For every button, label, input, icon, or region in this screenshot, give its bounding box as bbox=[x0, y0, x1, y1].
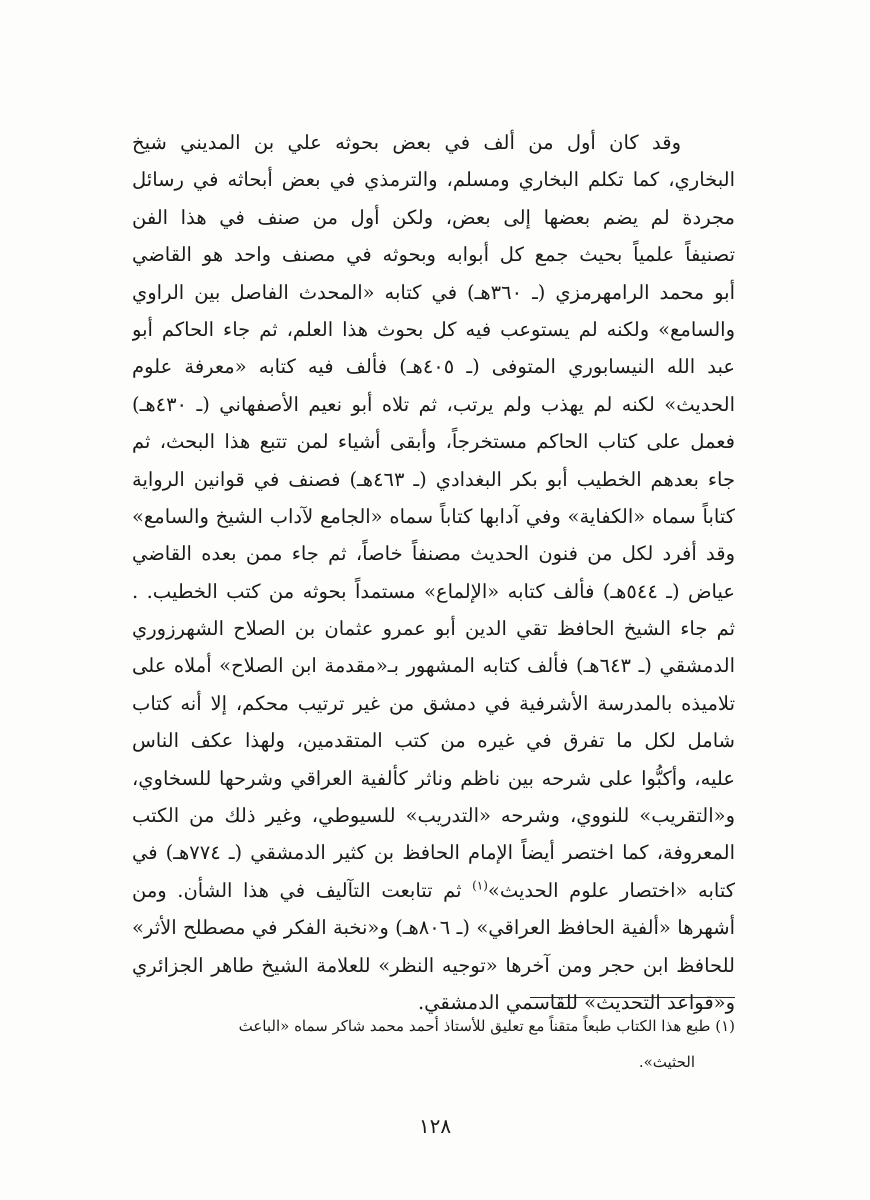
text-line: أشهرها «ألفية الحافظ العراقي» (ـ ٨٠٦هـ) و«نخبة الفكر في مصطلح الأثر» bbox=[132, 916, 735, 940]
text-line: تلاميذه بالمدرسة الأشرفية في دمشق من غير ترتيب محكم، إلا أنه كتاب bbox=[132, 691, 735, 715]
text-line: كتاباً سماه «الكفاية» وفي آدابها كتاباً سماه «الجامع لآداب الشيخ والسامع» bbox=[132, 504, 735, 528]
text-line: عليه، وأكبُّوا على شرحه بين ناظم وناثر كألفية العراقي وشرحها للسخاوي، bbox=[132, 766, 735, 790]
text-line: جاء بعدهم الخطيب أبو بكر البغدادي (ـ ٤٦٣هـ) فصنف في قوانين الرواية bbox=[132, 467, 735, 491]
text-line: المعروفة، كما اختصر أيضاً الإمام الحافظ بن كثير الدمشقي (ـ ٧٧٤هـ) في bbox=[132, 841, 735, 865]
footnote-divider bbox=[530, 997, 735, 998]
footnote-reference[interactable]: (١) bbox=[472, 878, 488, 893]
text-line: مجردة لم يضم بعضها إلى بعض، ولكن أول من صنف في هذا الفن bbox=[132, 205, 735, 229]
text-line: فعمل على كتاب الحاكم مستخرجاً، وأبقى أشياء لمن تتبع هذا البحث، ثم bbox=[132, 430, 735, 454]
text-line: البخاري، كما تكلم البخاري ومسلم، والترمذي في بعض أبحاثه في رسائل bbox=[132, 168, 735, 192]
text-line bbox=[132, 872, 735, 909]
footnote-line: الحثيث». bbox=[638, 1053, 695, 1071]
text-line: والسامع» ولكنه لم يستوعب فيه كل بحوث هذا العلم، ثم جاء الحاكم أبو bbox=[132, 317, 735, 341]
text-line: الدمشقي (ـ ٦٤٣هـ) فألف كتابه المشهور بـ«مقدمة ابن الصلاح» أملاه على bbox=[132, 654, 735, 678]
text-line: الحديث» لكنه لم يهذب ولم يرتب، ثم تلاه أبو نعيم الأصفهاني (ـ ٤٣٠هـ) bbox=[132, 392, 735, 416]
main-text bbox=[132, 124, 735, 1021]
text-line: عبد الله النيسابوري المتوفى (ـ ٤٠٥هـ) فألف فيه كتابه «معرفة علوم bbox=[132, 355, 735, 379]
text-line: أبو محمد الرامهرمزي (ـ ٣٦٠هـ) في كتابه «المحدث الفاصل بين الراوي bbox=[132, 280, 735, 304]
text-line: وقد أفرد لكل من فنون الحديث مصنفاً خاصاً، ثم جاء ممن بعده القاضي bbox=[132, 542, 735, 566]
text-line: شامل لكل ما تفرق في غيره من كتب المتقدمين، ولهذا عكف الناس bbox=[132, 729, 735, 753]
text-line: عياض (ـ ٥٤٤هـ) فألف كتابه «الإلماع» مستمداً بحوثه من كتب الخطيب. . bbox=[132, 579, 735, 603]
text-line: ثم جاء الشيخ الحافظ تقي الدين أبو عمرو عثمان بن الصلاح الشهرزوري bbox=[132, 617, 735, 641]
text-line: وقد كان أول من ألف في بعض بحوثه علي بن المديني شيخ bbox=[132, 131, 681, 154]
text-line: و«قواعد التحديث» للقاسمي الدمشقي. bbox=[417, 990, 735, 1014]
text-segment: كتابه «اختصار علوم الحديث» bbox=[487, 878, 735, 902]
text-line: تصنيفاً علمياً بحيث جمع كل أبوابه وبحوثه في مصنف واحد هو القاضي bbox=[132, 243, 735, 267]
footnotes bbox=[132, 1008, 735, 1080]
text-segment: ثم تتابعت التآليف في هذا الشأن. ومن bbox=[132, 878, 473, 902]
text-line: للحافظ ابن حجر ومن آخرها «توجيه النظر» للعلامة الشيخ طاهر الجزائري bbox=[132, 953, 735, 977]
text-line: و«التقريب» للنووي، وشرحه «التدريب» للسيوطي، وغير ذلك من الكتب bbox=[132, 804, 735, 828]
footnote-line: (١) طبع هذا الكتاب طبعاً متقناً مع تعليق للأستاذ أحمد محمد شاكر سماه «الباعث bbox=[238, 1017, 735, 1035]
page-number: ١٢٨ bbox=[418, 1114, 452, 1138]
